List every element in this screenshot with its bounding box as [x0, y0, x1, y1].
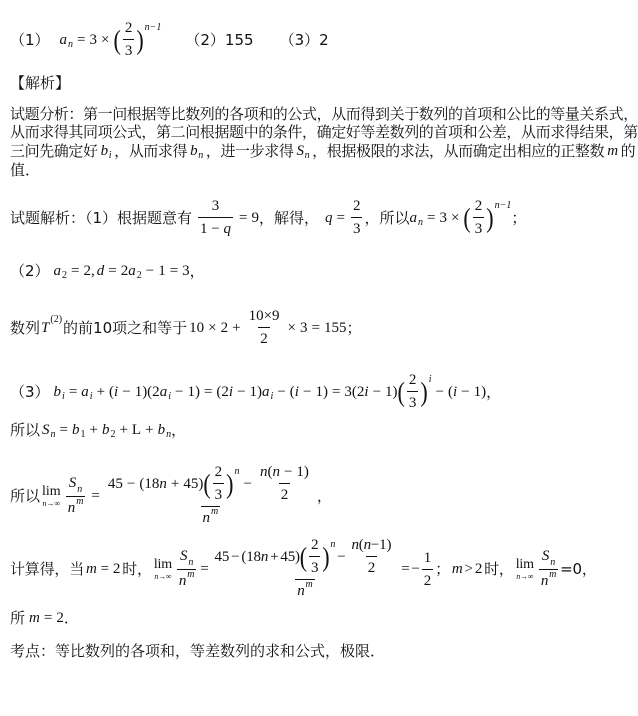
solution-text: （3）	[10, 382, 50, 401]
solution-text: 所以	[10, 487, 41, 505]
solution-text: ，	[189, 262, 205, 280]
solution-part-3	[10, 370, 501, 413]
solution-part-5	[10, 462, 332, 530]
section-heading: 【解析】	[10, 74, 71, 92]
a2-d-formula: a 2 = 2, d = 2 a 2 − 1 = 3	[53, 263, 190, 281]
solution-text: 数列	[10, 318, 41, 337]
analysis-text: ，从而求得	[114, 142, 188, 160]
b-i-formula: b i = a i + ( i − 1)(2 a i − 1) = (2 i − 1) a i − ( i − 1) = 3(2 i − 1) ( $\frac{2}{3}$ ) i − ( i − 1)	[53, 372, 487, 411]
solution-part-2	[10, 261, 205, 281]
q-value: q = $\frac{2}{3}$	[325, 198, 361, 237]
m-equals-2: m = 2	[86, 561, 121, 577]
solution-text: ，所以	[364, 208, 410, 227]
limit-result-formula: lim n→∞ $\frac{S_n}{n^m}$ = 45 − (18 n + 45) ( $\frac{2}{3}$ ) n − $\frac{n(n-1)}{2}$ $n^m$ = − $\frac{1}{2}$	[154, 535, 435, 603]
sum-10-formula: 10 × 2 + $\frac{10\times 9}{2}$ × 3 = 155	[189, 308, 347, 347]
m-final-value: m = 2	[29, 610, 64, 626]
solution-text: （2）	[10, 262, 50, 280]
answer-1-formula: a n = 3 × ( $\frac{2}{3}$ ) n−1	[59, 20, 162, 59]
t-2-symbol: T (2)	[41, 313, 63, 336]
solution-part-7	[10, 608, 79, 628]
solution-text: 的前10项之和等于	[63, 318, 188, 337]
solution-text: ．	[63, 609, 79, 627]
sum-formula: $\frac{3}{1 - q}$ = 9	[200, 198, 259, 237]
solution-text: ；	[346, 318, 362, 337]
analysis-text: ，根据极限的求法，从而确定出相应的正整数	[312, 142, 605, 160]
solution-text: ，	[486, 382, 502, 401]
answer-3: （3）2	[279, 30, 329, 49]
s-n-symbol: S n	[296, 143, 310, 161]
b-n-symbol: b n	[190, 143, 203, 161]
limit-zero-formula: lim n→∞ $\frac{S_n}{n^m}$	[516, 546, 560, 593]
solution-text: ，	[171, 421, 187, 439]
solution-text: ；	[435, 560, 450, 578]
answer-1-label: （1）	[10, 30, 50, 49]
solution-part-2b	[10, 306, 361, 349]
solution-text: ，	[316, 487, 332, 505]
analysis-line-4: 值．	[10, 161, 41, 179]
m-greater-2: m > 2	[451, 561, 483, 577]
analysis-text: 三问先确定好	[10, 142, 98, 160]
solution-text: =0，	[560, 560, 597, 578]
solution-text: 时，	[122, 560, 152, 578]
solution-text: ，解得，	[258, 208, 319, 227]
analysis-text: ，进一步求得	[205, 142, 294, 160]
answer-2: （2）155	[185, 30, 254, 49]
solution-part-1	[10, 196, 526, 239]
solution-text: 所以	[10, 421, 41, 439]
analysis-text: 的	[620, 142, 636, 160]
answer-line	[10, 18, 329, 61]
analysis-line-3	[10, 141, 635, 161]
solution-text: 计算得，当	[10, 560, 85, 578]
solution-part-6	[10, 535, 597, 603]
analysis-line-1: 试题分析：第一问根据等比数列的各项和的公式，从而得到关于数列的首项和公比的等量关系式，	[10, 105, 638, 123]
limit-formula: lim n→∞ $\frac{S_n}{n^m}$ = 45 − (18 n + 45) ( $\frac{2}{3}$ ) n − $\frac{n(n - 1)}{2}$ $n^m$	[42, 462, 317, 530]
solution-text: 所	[10, 609, 26, 627]
s-n-sum-formula: S n = b 1 + b 2 + L + b n	[42, 422, 172, 440]
a-n-formula: a n = 3 × ( $\frac{2}{3}$ ) n−1	[409, 198, 512, 237]
solution-text: 时，	[484, 560, 514, 578]
solution-text: ；	[511, 208, 527, 227]
solution-text: 试题解析：（1）根据题意有	[10, 208, 193, 227]
knowledge-points: 考点：等比数列的各项和，等差数列的求和公式，极限．	[10, 642, 386, 660]
analysis-line-2: 从而求得其同项公式，第二问根据题中的条件，确定好等差数列的首项和公差，从而求得结果，第	[10, 123, 638, 141]
b-i-symbol: b i	[100, 143, 112, 161]
m-symbol: m	[607, 143, 618, 159]
solution-part-4	[10, 420, 186, 440]
